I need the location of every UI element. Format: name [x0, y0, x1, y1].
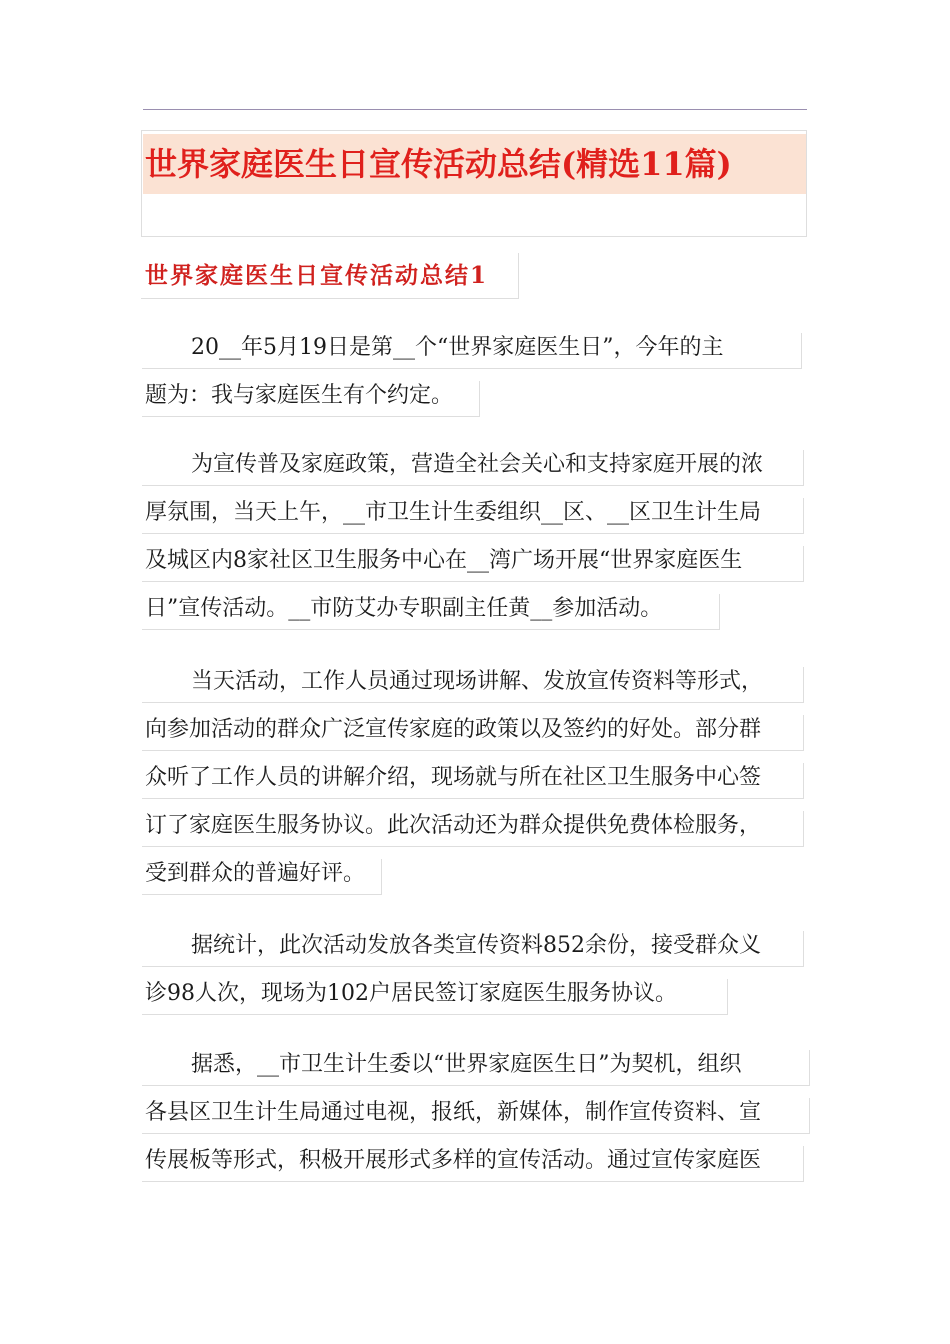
paragraph-5	[145, 1041, 761, 1185]
paragraph-line: 订了家庭医生服务协议。此次活动还为群众提供免费体检服务，	[145, 802, 763, 850]
paragraph-line: 为宣传普及家庭政策，营造全社会关心和支持家庭开展的浓	[145, 441, 763, 489]
paragraph-line: 当天活动，工作人员通过现场讲解、发放宣传资料等形式，	[145, 658, 763, 706]
paragraph-line: 据悉，__市卫生计生委以“世界家庭医生日”为契机，组织	[145, 1041, 761, 1089]
section-heading: 世界家庭医生日宣传活动总结1	[145, 262, 489, 289]
paragraph-line: 传展板等形式，积极开展形式多样的宣传活动。通过宣传家庭医	[145, 1137, 761, 1185]
paragraph-1	[145, 324, 723, 420]
paragraph-line: 据统计，此次活动发放各类宣传资料852余份，接受群众义	[145, 922, 761, 970]
paragraph-line: 厚氛围，当天上午，__市卫生计生委组织__区、__区卫生计生局	[145, 489, 763, 537]
paragraph-3	[145, 658, 763, 898]
paragraph-line: 日”宣传活动。__市防艾办专职副主任黄__参加活动。	[145, 585, 763, 633]
paragraph-4	[145, 922, 761, 1018]
paragraph-line: 众听了工作人员的讲解介绍，现场就与所在社区卫生服务中心签	[145, 754, 763, 802]
paragraph-line: 题为：我与家庭医生有个约定。	[145, 372, 723, 420]
paragraph-line: 诊98人次，现场为102户居民签订家庭医生服务协议。	[145, 970, 761, 1018]
paragraph-2	[145, 441, 763, 633]
document-title: 世界家庭医生日宣传活动总结(精选11篇)	[145, 145, 732, 183]
paragraph-line: 及城区内8家社区卫生服务中心在__湾广场开展“世界家庭医生	[145, 537, 763, 585]
paragraph-line: 向参加活动的群众广泛宣传家庭的政策以及签约的好处。部分群	[145, 706, 763, 754]
paragraph-line: 20__年5月19日是第__个“世界家庭医生日”，今年的主	[145, 324, 723, 372]
top-rule	[143, 109, 807, 110]
paragraph-line: 受到群众的普遍好评。	[145, 850, 763, 898]
paragraph-line: 各县区卫生计生局通过电视，报纸，新媒体，制作宣传资料、宣	[145, 1089, 761, 1137]
